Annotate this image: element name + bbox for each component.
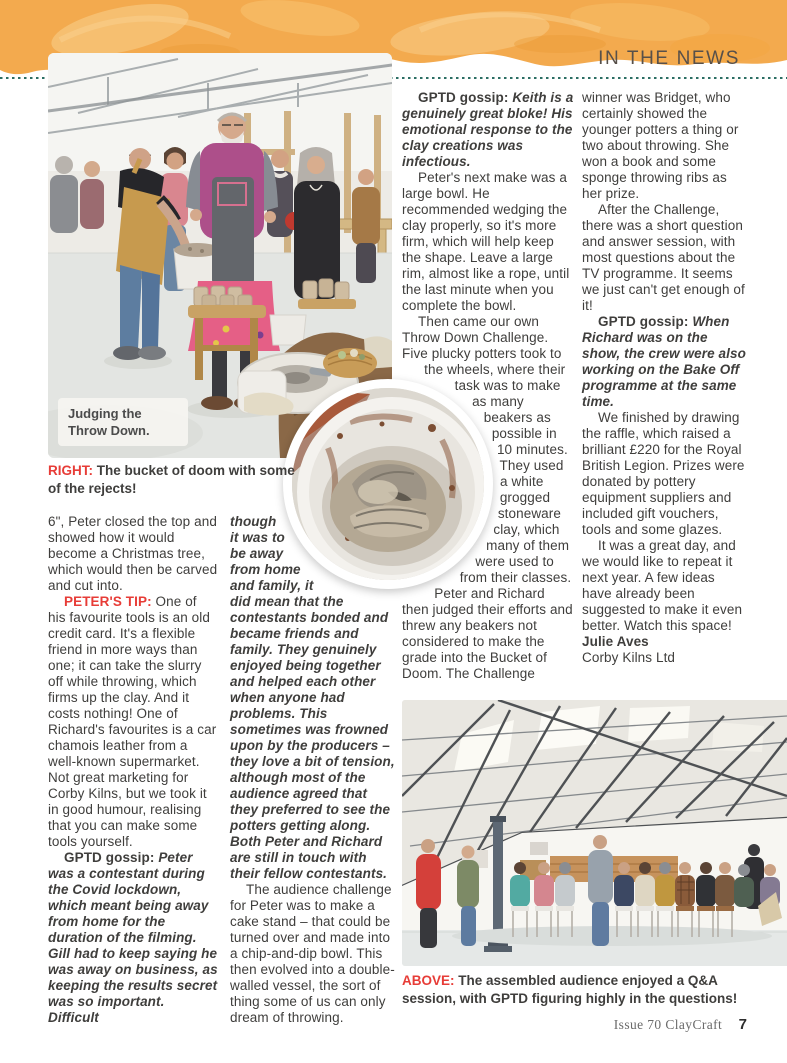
paragraph: After the Challenge, there was a short question and answer session, with most questions about the TV programme. It seems we just can't get enough of it! bbox=[582, 202, 745, 313]
audience-photo-illustration bbox=[402, 700, 787, 966]
article-column-c bbox=[402, 90, 574, 682]
audience-photo bbox=[402, 700, 787, 966]
gossip-text: Peter was a contestant during the Covid lockdown, which meant being away from home for the duration of the filming. Gill had to keep saying he was away on business, as keeping the results secret was so important. Difficult bbox=[48, 850, 218, 1025]
footer-page-number: 7 bbox=[738, 1016, 747, 1033]
paragraph bbox=[582, 314, 748, 410]
gossip-text: though it was to be away from home and family, it did mean that the contestants bonded and became friends and family. They genuinely enjoyed being together and helped each other when anyone had problems. This sometimes was frowned upon by the producers – they love a bit of tension, although most of the audience agreed that they preferred to see the potters getting along. Both Peter and Richard are still in touch with their fellow contestants. bbox=[230, 514, 395, 881]
paragraph: The audience challenge for Peter was to make a cake stand – that could be turned over and made into a chip-and-dip bowl. This then evolved into a double-walled vessel, the sort of thing some of us can only dream of throwing. bbox=[230, 882, 395, 1025]
right-caption bbox=[48, 462, 298, 497]
author-org: Corby Kilns Ltd bbox=[582, 650, 676, 665]
gossip-label: GPTD gossip: bbox=[64, 850, 155, 865]
article-column-d bbox=[582, 90, 748, 666]
peters-tip-label: PETER'S TIP: bbox=[64, 594, 152, 609]
gossip-label: GPTD gossip: bbox=[598, 314, 689, 329]
page-footer bbox=[614, 1016, 747, 1034]
author-name: Julie Aves bbox=[582, 634, 649, 649]
paragraph: We finished by drawing the raffle, which raised a brilliant £220 for the Royal British Legion. Prizes were donated by pottery equipment suppliers and included gift vouchers, tools and some glazes. bbox=[582, 410, 745, 537]
paragraph bbox=[48, 850, 218, 1026]
right-caption-text: The bucket of doom with some of the rejects! bbox=[48, 463, 295, 496]
article-column-b bbox=[230, 514, 398, 1026]
footer-issue: Issue 70 ClayCraft bbox=[613, 1017, 723, 1032]
paragraph: 6", Peter closed the top and showed how it would become a Christmas tree, which would then be carved and cut into. bbox=[48, 514, 218, 593]
paragraph bbox=[48, 594, 218, 850]
paragraph: It was a great day, and we would like to repeat it next year. A few ideas have already been suggested to make it even better. Watch this space! bbox=[582, 538, 743, 633]
tip-text: One of his favourite tools is an old credit card. It's a flexible friend in more ways than one; it can take the slurry off while throwing, which firms up the clay. And it costs nothing! One of Richard's favourites is a car chamois leather from a well-known supermarket. Not great marketing for Corby Kilns, but we took it in good humour, realising that you can make some tools yourself. bbox=[48, 594, 217, 849]
above-caption-text: The assembled audience enjoyed a Q&A session, with GPTD figuring highly in the questions! bbox=[402, 973, 738, 1006]
above-caption-label: ABOVE: bbox=[402, 973, 455, 988]
photo-caption-judging: Judging the Throw Down. bbox=[58, 398, 188, 446]
paragraph: Peter's next make was a large bowl. He recommended wedging the clay properly, so it's more firm, which will help keep the shape. Leave a large rim, almost like a rope, until the last minute when you complete the bowl. bbox=[402, 170, 570, 313]
gossip-text: Keith is a genuinely great bloke! His emotional response to the clay creations was infectious. bbox=[402, 90, 574, 169]
page-section-title: IN THE NEWS bbox=[598, 48, 740, 69]
right-caption-label: RIGHT: bbox=[48, 463, 93, 478]
gossip-label: GPTD gossip: bbox=[418, 90, 509, 105]
paragraph: Then came our own Throw Down Challenge. Five plucky potters took to the wheels, where their task was to make as many beakers as possible in 10 minutes. They used a white grogged stoneware clay, which many of them were used to from their classes. Peter and Richard then judged their efforts and threw any beakers not considered to make the grade into the Bucket of Doom. The Challenge bbox=[402, 314, 573, 681]
above-caption bbox=[402, 972, 758, 1007]
paragraph: winner was Bridget, who certainly showed the younger potters a thing or two about throwing. She won a book and some sponge throwing ribs as her prize. bbox=[582, 90, 739, 201]
gossip-text: When Richard was on the show, the crew were also working on the Bake Off programme at the same time. bbox=[582, 314, 746, 409]
article-column-a bbox=[48, 514, 218, 1026]
